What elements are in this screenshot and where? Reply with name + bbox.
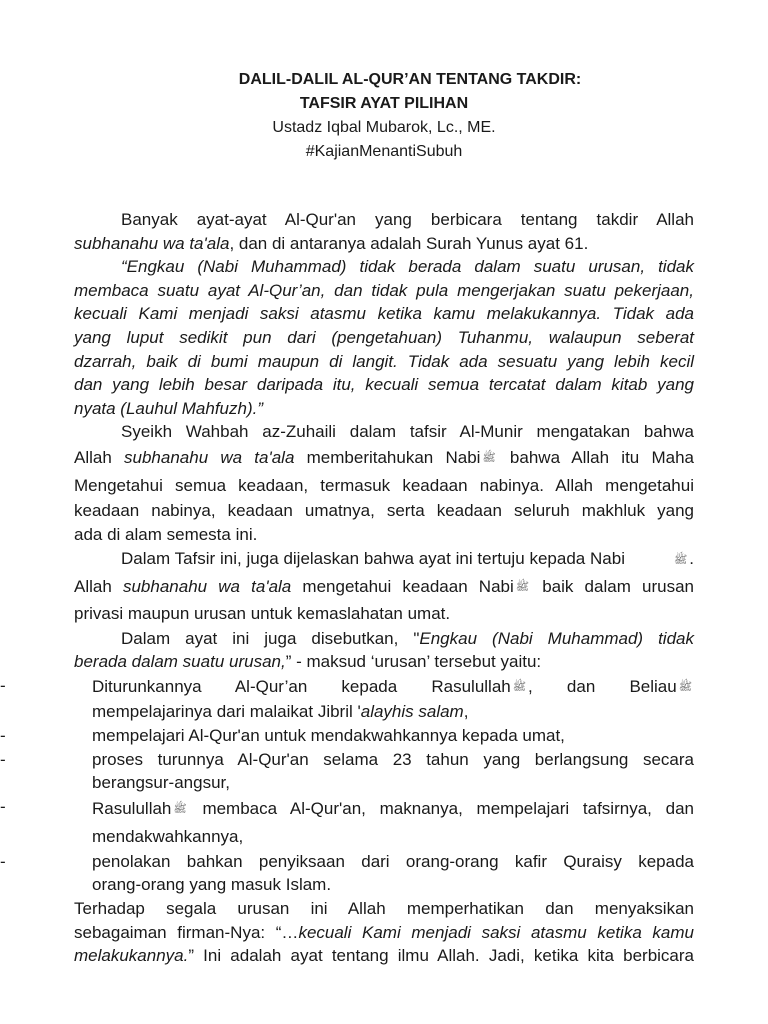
text-line: dan yang lebih besar daripada itu, kecuali semua tercatat dalam kitab yang (74, 375, 694, 395)
text-line: berangsur-angsur, (92, 773, 230, 793)
list-item (0, 795, 694, 850)
text-line: dzarrah, baik di bumi maupun di langit. Tidak ada sesuatu yang lebih kecil (74, 351, 694, 371)
list-item (0, 748, 694, 795)
text-line: berada dalam suatu urusan,” - maksud ‘urusan’ tersebut yaitu: (74, 652, 542, 672)
text-line: mempelajari Al-Qur'an untuk mendakwahkannya kepada umat, (92, 725, 565, 745)
salawat-icon: ﷺ (673, 553, 688, 566)
text-line: yang luput sedikit pun dari (pengetahuan) Tuhanmu, walaupun seberat (74, 327, 694, 347)
quote-paragraph (74, 255, 694, 420)
text-line: subhanahu wa ta'ala, dan di antaranya adalah Surah Yunus ayat 61. (74, 233, 589, 253)
text-line: ada di alam semesta ini. (74, 524, 258, 544)
document-body (0, 208, 694, 968)
text-line: kecuali Kami menjadi saksi atasmu ketika kamu melakukannya. Tidak ada (74, 304, 694, 324)
text-line: penolakan bahkan penyiksaan dari orang-orang kafir Quraisy kepada (92, 851, 694, 871)
text-line: privasi maupun urusan untuk kemaslahatan umat. (74, 603, 451, 623)
list-marker: - (0, 675, 6, 695)
text-line: proses turunnya Al-Qur'an selama 23 tahun yang berlangsung secara (92, 749, 694, 769)
text-line: Dalam Tafsir ini, juga dijelaskan bahwa ayat ini tertuju kepada Nabi ﷺ . (74, 546, 694, 573)
paragraph-intro (74, 208, 694, 255)
text-line: Syeikh Wahbah az-Zuhaili dalam tafsir Al-Munir mengatakan bahwa (121, 422, 694, 442)
document-title-line-2: TAFSIR AYAT PILIHAN (299, 95, 469, 112)
text-line: mempelajarinya dari malaikat Jibril 'alayhis salam, (92, 702, 469, 722)
list-marker: - (0, 796, 6, 816)
text-line: mendakwahkannya, (92, 826, 244, 846)
list-marker: - (0, 725, 6, 745)
text-line: Diturunkannya Al-Qur’an kepada Rasulullah ﷺ , dan Beliau ﷺ (92, 674, 694, 701)
text-line: Rasulullah ﷺ membaca Al-Qur'an, maknanya, mempelajari tafsirnya, dan (92, 795, 694, 823)
paragraph-urusan (74, 627, 694, 674)
list-item (0, 850, 694, 897)
salawat-icon: ﷺ (512, 681, 527, 694)
text-line: “Engkau (Nabi Muhammad) tidak berada dalam suatu urusan, tidak (121, 257, 694, 277)
salawat-icon: ﷺ (482, 451, 496, 464)
paragraph-firman (74, 897, 694, 968)
list-marker: - (0, 851, 6, 871)
text-line: membaca suatu ayat Al-Qur’an, dan tidak pula mengerjakan suatu pekerjaan, (74, 280, 694, 300)
text-line: Allah subhanahu wa ta'ala mengetahui keadaan Nabi ﷺ baik dalam urusan (74, 573, 694, 601)
author-line: Ustadz Iqbal Mubarok, Lc., ME. (272, 119, 496, 136)
paragraph-tafsir-target (74, 546, 694, 627)
text-line: Terhadap segala urusan ini Allah memperhatikan dan menyaksikan (74, 898, 694, 918)
salawat-icon: ﷺ (515, 580, 530, 593)
text-line: Banyak ayat-ayat Al-Qur'an yang berbicara tentang takdir Allah (121, 210, 694, 229)
text-line: Dalam ayat ini juga disebutkan, "Engkau (Nabi Muhammad) tidak (121, 628, 694, 648)
text-line: orang-orang yang masuk Islam. (92, 875, 332, 895)
text-line: Allah subhanahu wa ta'ala memberitahukan Nabi ﷺ bahwa Allah itu Maha (74, 444, 694, 472)
paragraph-tafsir-munir (74, 420, 694, 546)
list-item (0, 724, 694, 748)
list-marker: - (0, 749, 6, 769)
text-line: Mengetahui semua keadaan, termasuk keadaan nabinya. Allah mengetahui (74, 475, 694, 495)
hashtag-line: #KajianMenantiSubuh (305, 143, 463, 160)
text-line: nyata (Lauhul Mahfuzh).” (74, 398, 263, 418)
salawat-icon: ﷺ (678, 681, 693, 694)
text-line: melakukannya.” Ini adalah ayat tentang ilmu Allah. Jadi, ketika kita berbicara (74, 946, 694, 966)
document-title-line-1: DALIL-DALIL AL-QUR’AN TENTANG TAKDIR: (238, 71, 582, 88)
text-line: keadaan nabinya, keadaan umatnya, serta keadaan seluruh makhluk yang (74, 500, 694, 520)
urusan-list (0, 674, 694, 897)
list-item (0, 674, 694, 724)
salawat-icon: ﷺ (173, 802, 187, 815)
text-line: sebagaiman firman-Nya: “…kecuali Kami menjadi saksi atasmu ketika kamu (74, 922, 694, 942)
